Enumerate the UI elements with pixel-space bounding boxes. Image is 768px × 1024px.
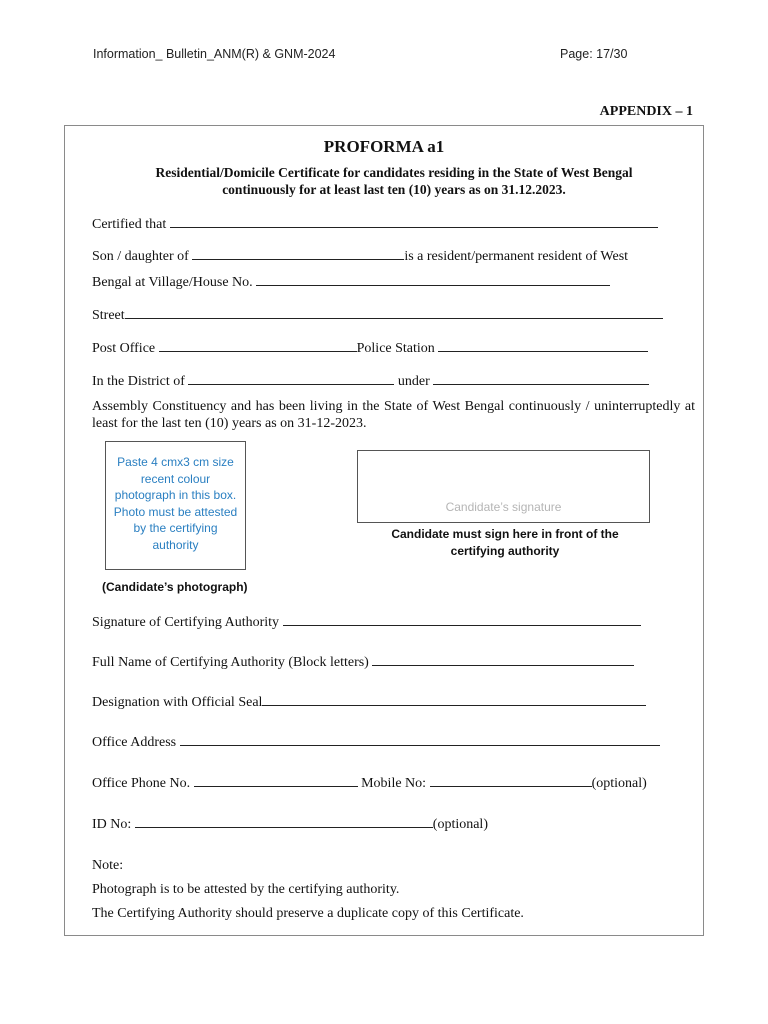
village-field[interactable] [256, 274, 610, 286]
mobile-label: Mobile No: [361, 776, 427, 791]
page-title: PROFORMA a1 [323, 137, 445, 156]
under-label: under [397, 374, 430, 389]
son-daughter-label: Son / daughter of [92, 249, 189, 264]
authority-name-field[interactable] [372, 654, 634, 666]
office-phone-field[interactable] [194, 775, 358, 787]
authority-signature-field[interactable] [283, 614, 641, 626]
page-number: Page: 17/30 [560, 47, 628, 61]
designation-label: Designation with Official Seal [92, 695, 263, 710]
district-label: In the District of [92, 374, 185, 389]
street-label: Street [92, 308, 125, 323]
assembly-paragraph: Assembly Constituency and has been living in the State of West Bengal continuously / uninterruptedly at least for the last ten (10) years as on 31-12-2023. [92, 399, 695, 431]
office-address-label: Office Address [92, 735, 177, 750]
under-field[interactable] [433, 373, 649, 385]
resident-label: is a resident/permanent resident of West [404, 249, 629, 264]
post-office-field[interactable] [159, 340, 357, 352]
parent-name-field[interactable] [192, 248, 404, 260]
office-address-field[interactable] [180, 734, 660, 746]
id-field[interactable] [135, 816, 433, 828]
mobile-optional-label: (optional) [591, 776, 647, 791]
header-left: Information_ Bulletin_ANM(R) & GNM-2024 [93, 47, 336, 61]
note-line-1: Photograph is to be attested by the certifying authority. [92, 882, 400, 897]
signature-caption: Candidate must sign here in front of the certifying authority [391, 527, 619, 558]
post-office-row [92, 340, 648, 357]
note-line-2: The Certifying Authority should preserve a duplicate copy of this Certificate. [92, 906, 524, 921]
phone-row [92, 775, 647, 792]
id-optional-label: (optional) [432, 817, 488, 832]
office-address-row [92, 734, 660, 751]
police-station-label: Police Station [356, 341, 435, 356]
authority-name-row [92, 654, 634, 671]
authority-signature-row [92, 614, 641, 631]
village-row [92, 274, 610, 291]
mobile-field[interactable] [430, 775, 592, 787]
subtitle-line-1: Residential/Domicile Certificate for candidates residing in the State of West Bengal [155, 165, 633, 180]
signature-placeholder: Candidate’s signature [445, 500, 562, 514]
note-label: Note: [92, 858, 124, 873]
office-phone-label: Office Phone No. [92, 776, 191, 791]
id-label: ID No: [92, 817, 132, 832]
certificate-subtitle [100, 164, 688, 198]
authority-signature-label: Signature of Certifying Authority [92, 615, 280, 630]
district-field[interactable] [188, 373, 394, 385]
designation-row [92, 694, 646, 711]
certified-that-field[interactable] [170, 216, 658, 228]
district-row [92, 373, 649, 390]
post-office-label: Post Office [92, 341, 156, 356]
certified-that-row [92, 216, 658, 233]
photo-instructions: Paste 4 cmx3 cm size recent colour photograph in this box. Photo must be attested by the certifying authority [113, 455, 238, 552]
certified-that-label: Certified that [92, 217, 167, 232]
police-station-field[interactable] [438, 340, 648, 352]
designation-field[interactable] [262, 694, 646, 706]
id-row [92, 816, 488, 833]
son-daughter-row [92, 248, 628, 265]
street-row [92, 307, 663, 324]
street-field[interactable] [125, 307, 663, 319]
appendix-label: APPENDIX – 1 [599, 104, 693, 119]
village-label: Bengal at Village/House No. [92, 275, 253, 290]
authority-name-label: Full Name of Certifying Authority (Block letters) [92, 655, 369, 670]
photo-caption: (Candidate’s photograph) [102, 580, 248, 594]
subtitle-line-2: continuously for at least last ten (10) years as on 31.12.2023. [222, 182, 566, 197]
